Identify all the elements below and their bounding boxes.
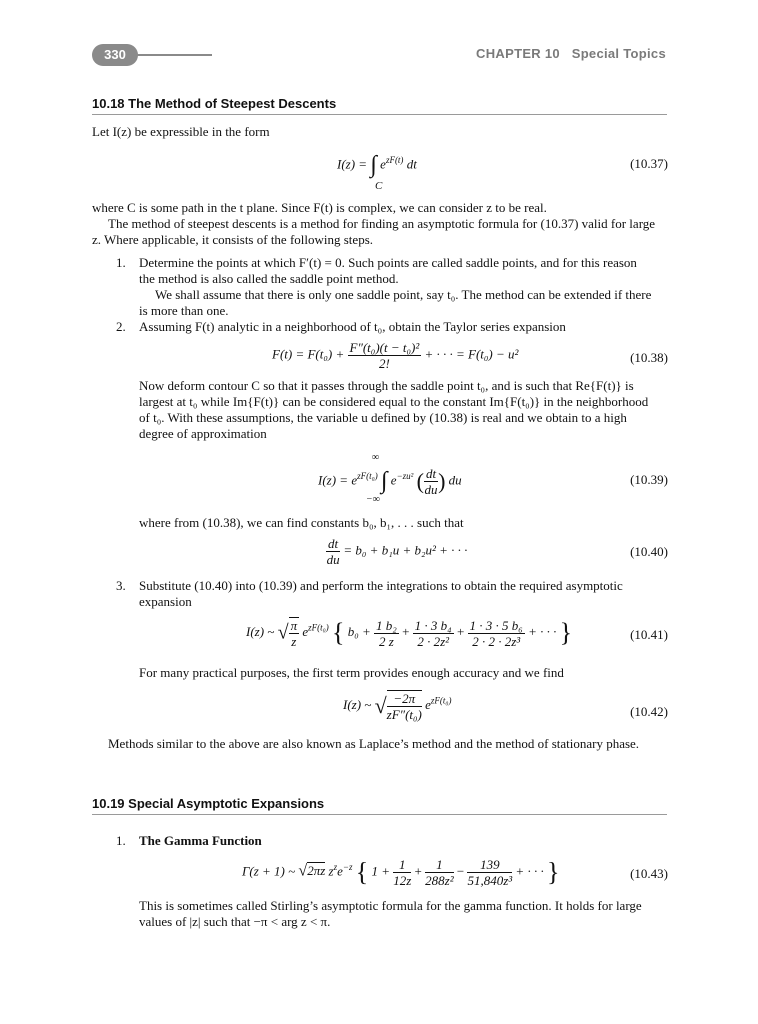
- eq37-exponent: zF(t): [385, 155, 404, 166]
- eq40-denominator: du: [326, 552, 340, 567]
- eq43-f3-den: 51,840z³: [467, 873, 513, 888]
- eq39-lower-limit: −∞: [366, 494, 380, 505]
- eq43-left-brace: {: [355, 857, 369, 887]
- eq39-left-paren: (: [416, 468, 424, 494]
- eq-number-10-40: (10.40): [630, 544, 668, 559]
- eq-number-10-42: (10.42): [630, 704, 668, 719]
- section-title-10-18: 10.18 The Method of Steepest Descents: [92, 96, 337, 111]
- eq37-integral: ∫: [370, 152, 377, 178]
- eq41-b0: b₀ +: [347, 623, 371, 639]
- eq38-fraction: [348, 340, 422, 371]
- eq38-rhs: + · · · = F(t₀) − u²: [424, 346, 519, 362]
- section-title-10-19: 10.19 Special Asymptotic Expansions: [92, 796, 325, 811]
- chapter-title: Special Topics: [571, 46, 666, 61]
- step-2-para-5: where from (10.38), we can find constants b₀, b₁, . . . such that: [139, 515, 464, 530]
- eq41-radical: √: [277, 621, 289, 644]
- eq43-right-brace: }: [546, 857, 560, 887]
- section-rule-2: [92, 814, 667, 815]
- eq39-integral: ∫: [380, 468, 388, 494]
- running-header: [476, 46, 666, 61]
- step-2-line-1: Assuming F(t) analytic in a neighborhood of t₀, obtain the Taylor series expansion: [139, 319, 566, 334]
- eq41-right-brace: }: [559, 618, 573, 647]
- eq-number-10-43: (10.43): [630, 866, 668, 881]
- step-3-para: For many practical purposes, the first term provides enough accuracy and we find: [139, 665, 564, 680]
- eq41-radicand: [289, 617, 300, 649]
- paragraph-2a: The method of steepest descents is a method for finding an asymptotic formula for (10.37) valid for large: [108, 216, 656, 231]
- eq43-fraction-3: [467, 857, 512, 888]
- step-3-line-1: Substitute (10.40) into (10.39) and perform the integrations to obtain the required asymptotic: [139, 578, 623, 593]
- step-2-marker: 2.: [116, 319, 126, 334]
- eq41-lhs: I(z) ~: [246, 623, 275, 639]
- step-2-para-3: of t₀. With these assumptions, the variable u defined by (10.38) is real and we obtain to a high: [139, 410, 627, 425]
- eq39-du: du: [448, 472, 462, 488]
- eq41-radicand-den: z: [291, 634, 297, 649]
- stirling-paragraph-2: values of |z| such that −π < arg z < π.: [139, 914, 331, 929]
- eq43-radicand: 2πz: [307, 863, 326, 879]
- eq39-numerator: dt: [425, 466, 437, 481]
- eq42-e: e: [425, 696, 431, 712]
- eq41-f2-num: 1 · 3 b₄: [414, 617, 452, 633]
- eq41-plus-1: +: [402, 623, 410, 639]
- stirling-paragraph-1: This is sometimes called Stirling’s asymptotic formula for the gamma function. It holds for large: [139, 898, 642, 913]
- eq41-left-brace: {: [332, 618, 345, 647]
- eq39-upper-limit: ∞: [372, 452, 380, 463]
- eq42-denominator: zF″(t₀): [386, 707, 422, 722]
- eq38-denominator: 2!: [378, 356, 390, 371]
- eq40-fraction: [326, 536, 340, 567]
- eq39-denominator: du: [424, 482, 438, 497]
- eq41-e: e: [302, 623, 309, 639]
- eq42-numerator: −2π: [387, 691, 422, 707]
- eq41-f2-den: 2 · 2z²: [417, 633, 450, 649]
- eq43-one: 1 +: [371, 863, 390, 879]
- eq41-f3-den: 2 · 2 · 2z³: [472, 633, 521, 649]
- section-rule: [92, 114, 667, 115]
- step-1-line-4: is more than one.: [139, 303, 229, 318]
- chapter-label: CHAPTER 10: [476, 46, 560, 61]
- eq37-dt: dt: [406, 156, 417, 172]
- eq41-f3-num: 1 · 3 · 5 b₆: [469, 617, 523, 633]
- eq40-rhs: = b₀ + b₁u + b₂u² + · · ·: [343, 542, 468, 558]
- eq43-minus: −: [456, 863, 465, 879]
- intro-text: Let I(z) be expressible in the form: [92, 124, 270, 139]
- eq-10-39: [318, 466, 462, 497]
- eq37-lhs: I(z) =: [337, 156, 368, 172]
- eq41-plus-2: +: [456, 623, 465, 639]
- step-1-line-1: Determine the points at which F′(t) = 0. Such points are called saddle points, and for this reason: [139, 255, 637, 270]
- eq43-f1-num: 1: [393, 857, 411, 873]
- eq42-exponent: zF(t₀): [430, 695, 452, 706]
- eq-number-10-41: (10.41): [630, 627, 668, 642]
- eq43-f1-den: 12z: [393, 873, 412, 888]
- eq43-f2-num: 1: [425, 857, 453, 873]
- step-1-line-3: We shall assume that there is only one saddle point, say t₀. The method can be extended if there: [155, 287, 652, 302]
- paragraph-1: where C is some path in the t plane. Since F(t) is complex, we can consider z to be real.: [92, 200, 547, 215]
- eq43-exponent-1: z: [333, 862, 338, 873]
- header-rule: [136, 54, 212, 56]
- eq41-tail: + · · ·: [528, 623, 557, 639]
- eq41-f1-den: 2 z: [379, 633, 394, 649]
- eq42-radical: √: [374, 693, 387, 718]
- eq39-e: e: [390, 472, 397, 488]
- eq43-radical: √: [298, 862, 308, 880]
- eq43-e: e: [337, 863, 343, 879]
- eq41-f1-num: 1 b₂: [376, 617, 397, 633]
- eq43-lhs: Γ(z + 1) ~: [242, 863, 296, 879]
- eq37-path: C: [375, 180, 383, 192]
- eq39-exponent-1: zF(t₀): [357, 471, 378, 482]
- step-1-marker: 1.: [116, 255, 126, 270]
- eq-10-41: [246, 617, 572, 649]
- eq-10-43: [242, 857, 559, 888]
- eq43-fraction-2: [425, 857, 453, 888]
- eq43-tail: + · · ·: [515, 863, 544, 879]
- eq37-e: e: [380, 156, 386, 172]
- step-3-line-2: expansion: [139, 594, 192, 609]
- eq41-fraction-2: [413, 618, 454, 649]
- paragraph-2b: z. Where applicable, it consists of the following steps.: [92, 232, 373, 247]
- eq42-radicand: [387, 690, 422, 722]
- eq40-numerator: dt: [328, 536, 339, 551]
- eq43-plus: +: [414, 863, 422, 879]
- eq-number-10-39: (10.39): [630, 472, 668, 487]
- eq-10-38: [272, 340, 518, 371]
- page-number: 330: [92, 44, 138, 66]
- eq43-z: z: [328, 863, 334, 879]
- eq41-exponent: zF(t₀): [308, 622, 329, 633]
- eq-10-42: [343, 690, 452, 722]
- eq39-right-paren: ): [438, 468, 446, 494]
- step-2-para-1: Now deform contour C so that it passes through the saddle point t₀, and is such that Re{F(t)} is: [139, 378, 634, 393]
- closing-paragraph: Methods similar to the above are also known as Laplace’s method and the method of stationary phase.: [108, 736, 640, 751]
- gamma-item-marker: 1.: [116, 833, 126, 848]
- eq41-radicand-num: π: [290, 618, 298, 633]
- eq39-fraction: [424, 466, 438, 497]
- eq-10-37: [337, 152, 417, 179]
- step-3-marker: 3.: [116, 578, 126, 593]
- eq39-exponent-2: −zu²: [396, 471, 414, 482]
- eq41-fraction-1: [374, 618, 399, 649]
- eq43-f3-num: 139: [467, 857, 512, 873]
- eq38-numerator: F″(t₀)(t − t₀)²: [349, 340, 420, 355]
- eq-10-40: [326, 536, 467, 567]
- eq-number-10-37: (10.37): [630, 156, 668, 171]
- eq43-fraction-1: [393, 857, 411, 888]
- eq42-lhs: I(z) ~: [343, 696, 372, 712]
- eq43-f2-den: 288z²: [425, 873, 454, 888]
- gamma-item-title: The Gamma Function: [139, 833, 262, 848]
- eq39-lhs: I(z) = e: [318, 472, 358, 488]
- eq-number-10-38: (10.38): [630, 350, 668, 365]
- eq43-exponent-2: −z: [342, 862, 353, 873]
- step-1-line-2: the method is also called the saddle point method.: [139, 271, 399, 286]
- step-2-para-4: degree of approximation: [139, 426, 267, 441]
- eq38-lhs: F(t) = F(t₀) +: [272, 346, 345, 362]
- step-2-para-2: largest at t₀ while Im{F(t)} can be considered equal to the constant Im{F(t₀)} in the neighborhood: [139, 394, 649, 409]
- eq41-fraction-3: [468, 618, 525, 649]
